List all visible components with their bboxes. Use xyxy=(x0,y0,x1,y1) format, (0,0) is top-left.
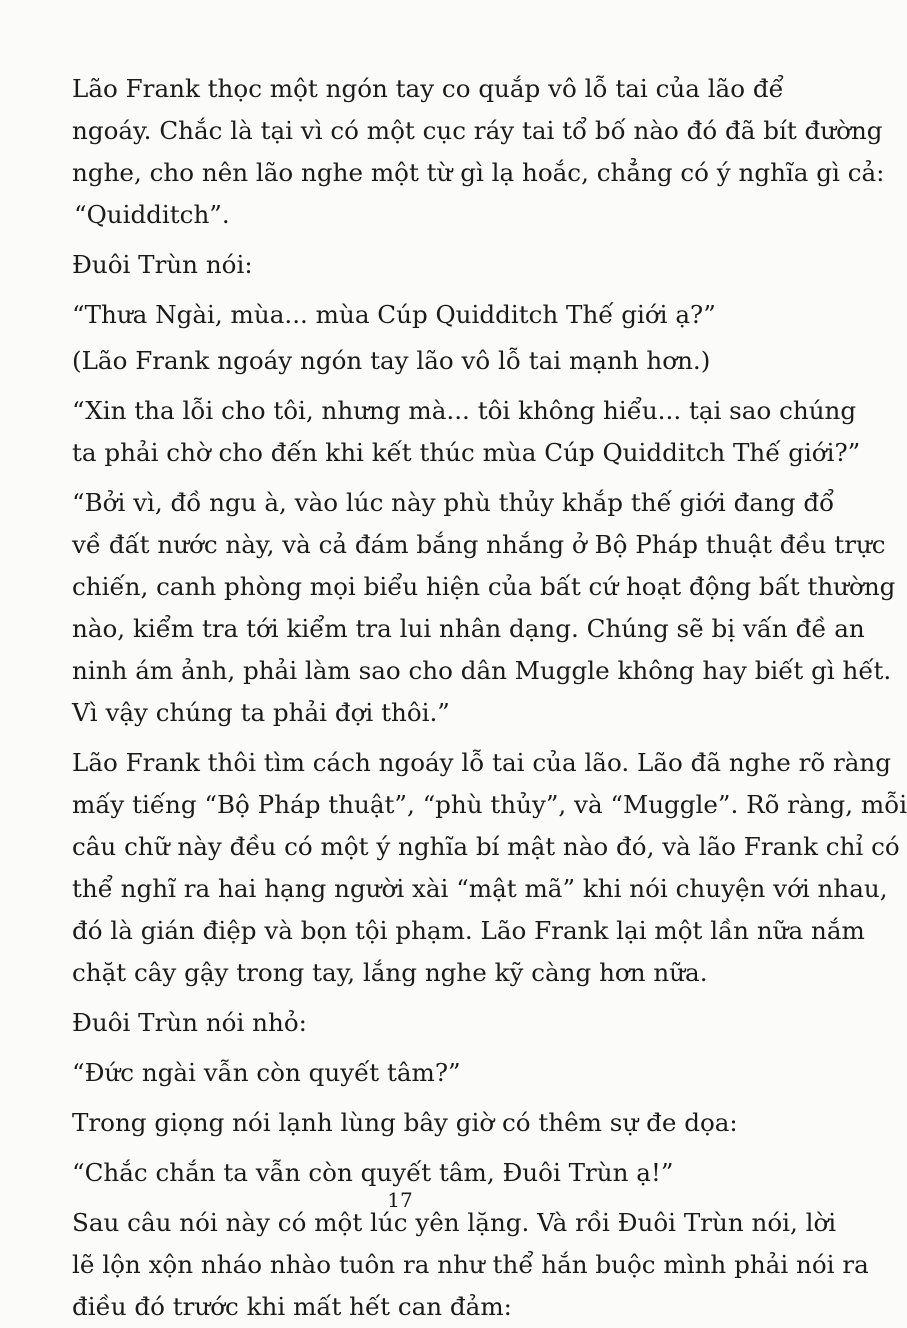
paragraph xyxy=(72,1052,744,1094)
paragraph xyxy=(72,1002,744,1044)
paragraph xyxy=(72,742,907,994)
text-line: ninh ám ảnh, phải làm sao cho dân Muggle không hay biết gì hết. xyxy=(72,656,892,685)
text-line: chiến, canh phòng mọi biểu hiện của bất cứ hoạt động bất thường xyxy=(72,572,896,601)
text-line: ngoáy. Chắc là tại vì có một cục ráy tai tổ bố nào đó đã bít đường xyxy=(72,116,883,145)
text-line: Đuôi Trùn nói: xyxy=(72,250,253,279)
text-line: về đất nước này, và cả đám bắng nhắng ở Bộ Pháp thuật đều trực xyxy=(72,530,886,559)
paragraph xyxy=(72,68,885,236)
text-line: (Lão Frank ngoáy ngón tay lão vô lỗ tai mạnh hơn.) xyxy=(72,346,711,375)
text-line: Trong giọng nói lạnh lùng bây giờ có thêm sự đe dọa: xyxy=(72,1108,738,1137)
text-line: nghe, cho nên lão nghe một từ gì lạ hoắc, chẳng có ý nghĩa gì cả: xyxy=(72,158,885,187)
text-line: Vì vậy chúng ta phải đợi thôi.” xyxy=(72,698,450,727)
text-line: chặt cây gậy trong tay, lắng nghe kỹ càng hơn nữa. xyxy=(72,958,708,987)
text-line: Lão Frank thôi tìm cách ngoáy lỗ tai của lão. Lão đã nghe rõ ràng xyxy=(72,748,892,777)
paragraph xyxy=(72,340,744,382)
paragraph xyxy=(72,390,861,474)
text-line: Lão Frank thọc một ngón tay co quắp vô lỗ tai của lão để xyxy=(72,74,784,103)
text-line: đó là gián điệp và bọn tội phạm. Lão Frank lại một lần nữa nắm xyxy=(72,916,865,945)
text-line: “Đức ngài vẫn còn quyết tâm?” xyxy=(72,1058,461,1087)
text-line: ta phải chờ cho đến khi kết thúc mùa Cúp Quidditch Thế giới?” xyxy=(72,438,861,467)
text-line: câu chữ này đều có một ý nghĩa bí mật nào đó, và lão Frank chỉ có xyxy=(72,832,900,861)
text-line: “Thưa Ngài, mùa... mùa Cúp Quidditch Thế giới ạ?” xyxy=(72,300,716,329)
paragraph xyxy=(72,244,744,286)
text-line: điều đó trước khi mất hết can đảm: xyxy=(72,1292,512,1321)
text-line: “Xin tha lỗi cho tôi, nhưng mà... tôi không hiểu... tại sao chúng xyxy=(72,396,857,425)
text-line: mấy tiếng “Bộ Pháp thuật”, “phù thủy”, và “Muggle”. Rõ ràng, mỗi xyxy=(72,790,907,819)
text-line: Đuôi Trùn nói nhỏ: xyxy=(72,1008,307,1037)
text-line: nào, kiểm tra tới kiểm tra lui nhân dạng. Chúng sẽ bị vấn đề an xyxy=(72,614,865,643)
paragraph xyxy=(72,482,896,734)
paragraph xyxy=(72,294,744,336)
text-line: “Chắc chắn ta vẫn còn quyết tâm, Đuôi Trùn ạ!” xyxy=(72,1158,674,1187)
text-line: lẽ lộn xộn nháo nhào tuôn ra như thể hắn buộc mình phải nói ra xyxy=(72,1250,869,1279)
text-line: Sau câu nói này có một lúc yên lặng. Và rồi Đuôi Trùn nói, lời xyxy=(72,1208,837,1237)
text-line: “Quidditch”. xyxy=(74,200,230,229)
text-line: “Bởi vì, đồ ngu à, vào lúc này phù thủy khắp thế giới đang đổ xyxy=(72,488,835,517)
paragraph xyxy=(72,1102,744,1144)
paragraph xyxy=(72,1202,869,1328)
page-number: 17 xyxy=(387,1188,413,1212)
text-line: thể nghĩ ra hai hạng người xài “mật mã” khi nói chuyện với nhau, xyxy=(72,874,888,903)
